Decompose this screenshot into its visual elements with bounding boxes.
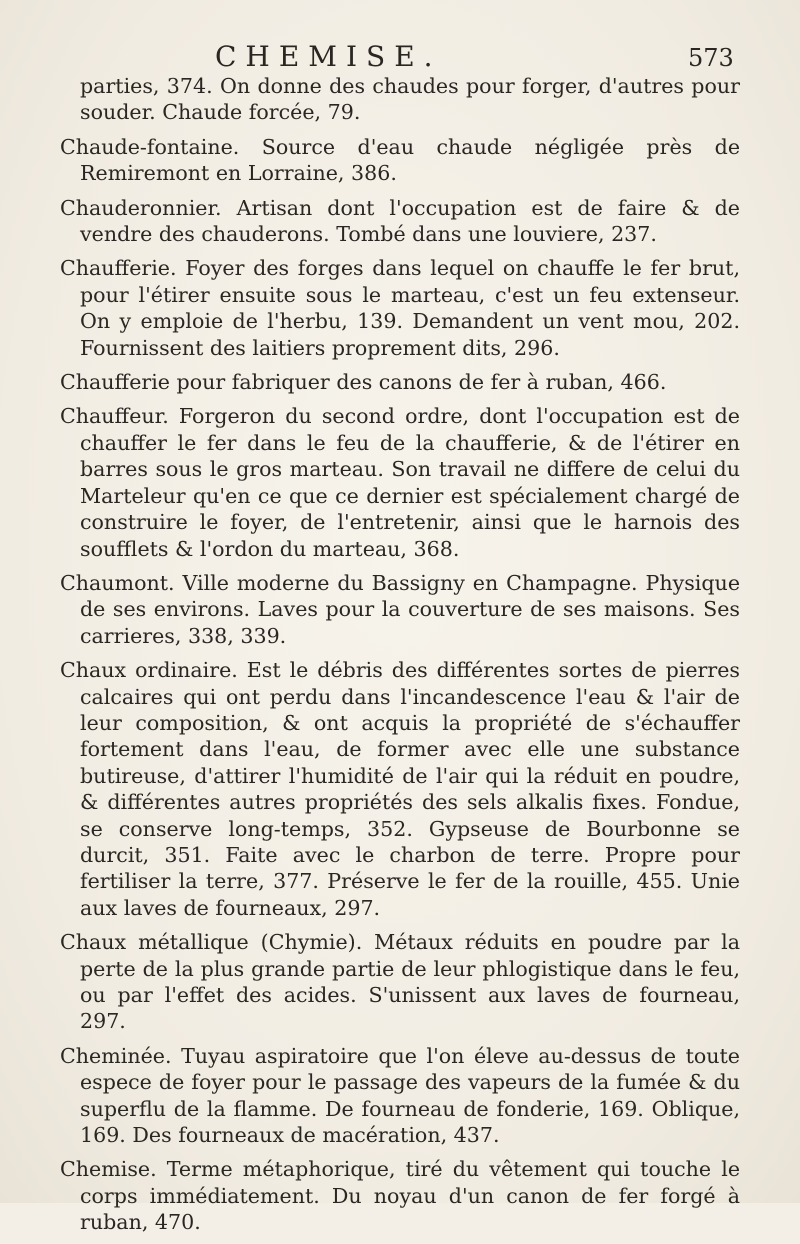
- entry-text: Artisan dont l'occupation est de faire & de vendre des chauderons. Tombé dans une louviere, 237.: [80, 195, 740, 247]
- entry-text: Ville moderne du Bassigny en Champagne. Physique de ses environs. Laves pour la couverture de ses maisons. Ses carrieres, 338, 339.: [80, 570, 741, 648]
- index-entry: [60, 657, 740, 921]
- entry-headword: Chaumont.: [60, 570, 175, 595]
- index-entry: [60, 195, 740, 248]
- index-entry: [60, 369, 740, 395]
- entry-text: parties, 374. On donne des chaudes pour forger, d'autres pour souder. Chaude forcée, 79.: [80, 74, 740, 125]
- entry-text: Terme métaphorique, tiré du vêtement qui touche le corps immédiatement. Du noyau d'un canon de fer forgé à ruban, 470.: [80, 1157, 741, 1235]
- entry-text: Source d'eau chaude négligée près de Remiremont en Lorraine, 386.: [80, 134, 741, 186]
- index-entry: [60, 255, 740, 361]
- entry-text: Est le débris des différentes sortes de pierres calcaires qui ont perdu dans l'incandescence l'eau & l'air de leur composition, & ont acquis la propriété de s'échauffer fortement dans l'eau, de former avec elle une substance butireuse, d'attirer l'humidité de l'air qui la réduit en poudre, & différentes autres propriétés des sels alkalis fixes. Fondue, se conserve long-temps, 352. Gypseuse de Bourbonne se durcit, 351. Faite avec le charbon de terre. Propre pour fertiliser la terre, 377. Préserve le fer de la rouille, 455. Unie aux laves de fourneaux, 297.: [80, 658, 740, 920]
- entry-headword: Chemise.: [60, 1157, 157, 1182]
- entry-headword: Cheminée.: [60, 1043, 172, 1068]
- index-entry: [60, 403, 740, 561]
- entry-headword: Chaux métallique: [60, 930, 249, 955]
- index-entry: [60, 570, 740, 649]
- entry-text: Foyer des forges dans lequel on chauffe le fer brut, pour l'étirer ensuite sous le marteau, c'est un feu extenseur. On y emploie de l'herbu, 139. Demandent un vent mou, 202. Fournissent des laitiers proprement dits, 296.: [80, 256, 740, 360]
- entry-text: Tuyau aspiratoire que l'on éleve au-dessus de toute espece de foyer pour le passage des vapeurs de la fumée & du superflu de la flamme. De fourneau de fonderie, 169. Oblique, 169. Des fourneaux de macération, 437.: [80, 1043, 740, 1148]
- entry-text: pour fabriquer des canons de fer à ruban, 466.: [176, 370, 667, 395]
- entry-headword: Chaufferie.: [60, 256, 177, 281]
- entry-text: (Chymie). Métaux réduits en poudre par la perte de la plus grande partie de leur phlogistique dans le feu, ou par l'effet des acides. S'unissent aux laves de fourneau, 297.: [80, 930, 741, 1034]
- index-entry: [60, 73, 740, 126]
- entry-text: Forgeron du second ordre, dont l'occupation est de chauffer le fer dans le feu de la chaufferie, & de l'étirer en barres sous le gros marteau. Son travail ne differe de celui du Marteleur qu'en ce que ce dernier est spécialement chargé de construire le foyer, de l'entretenir, ainsi que le harnois des soufflets & l'ordon du marteau, 368.: [80, 404, 740, 561]
- index-entry: [60, 1156, 740, 1235]
- entry-headword: Chauderonnier.: [60, 195, 222, 220]
- index-entry: [60, 929, 740, 1035]
- index-entry: [60, 134, 740, 187]
- entry-headword: Chaufferie: [60, 370, 170, 395]
- page-number: 573: [688, 44, 734, 72]
- running-head: CHEMISE.: [215, 40, 442, 73]
- index-entry: [60, 1043, 740, 1149]
- entry-headword: Chaude-fontaine.: [60, 134, 240, 159]
- entry-headword: Chaux ordinaire.: [60, 658, 238, 683]
- index-entries: [60, 73, 740, 1244]
- entry-headword: Chauffeur.: [60, 404, 169, 429]
